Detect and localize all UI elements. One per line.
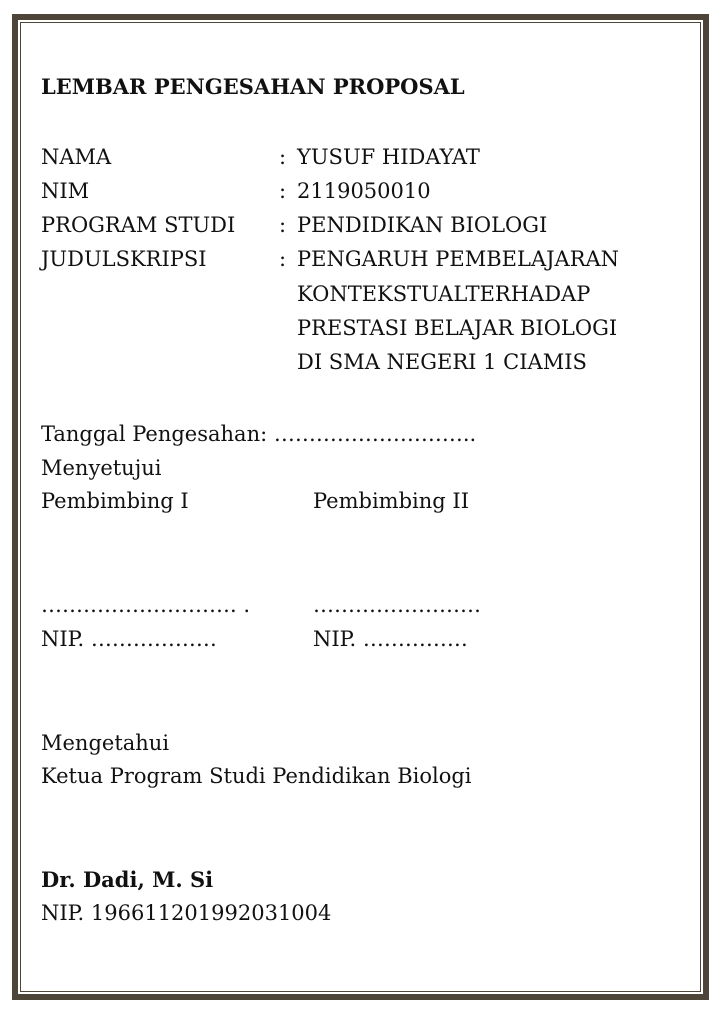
approval-agree-label: Menyetujui [41, 456, 162, 480]
document-title: LEMBAR PENGESAHAN PROPOSAL [41, 74, 465, 99]
advisor-2-nip: NIP. …………… [313, 627, 468, 651]
head-of-program-nip: NIP. 196611201992031004 [41, 901, 332, 925]
field-program-separator: : [279, 213, 287, 237]
field-thesis-title-line-2: KONTEKSTUALTERHADAP [297, 282, 591, 306]
field-program-label: PROGRAM STUDI [41, 213, 236, 237]
approval-date-line: Tanggal Pengesahan: ……………………….. [41, 422, 477, 446]
field-thesis-title-line-4: DI SMA NEGERI 1 CIAMIS [297, 350, 587, 374]
field-name-label: NAMA [41, 145, 112, 169]
field-thesis-title-line-3: PRESTASI BELAJAR BIOLOGI [297, 316, 618, 340]
field-name-separator: : [279, 145, 287, 169]
acknowledge-label: Mengetahui [41, 731, 170, 755]
advisor-1-nip: NIP. ……………… [41, 627, 217, 651]
field-nim-separator: : [279, 179, 287, 203]
field-nim-label: NIM [41, 179, 90, 203]
field-thesis-title-separator: : [279, 247, 287, 271]
advisor-1-title: Pembimbing I [41, 489, 189, 513]
field-thesis-title-label: JUDULSKRIPSI [41, 247, 207, 271]
advisor-2-signature-line: …………………… [313, 593, 481, 617]
field-name-value: YUSUF HIDAYAT [297, 145, 480, 169]
advisor-1-signature-line: ………………………. . [41, 593, 251, 617]
field-nim-value: 2119050010 [297, 179, 431, 203]
head-of-program-name: Dr. Dadi, M. Si [41, 867, 214, 892]
field-program-value: PENDIDIKAN BIOLOGI [297, 213, 548, 237]
field-thesis-title-line-1: PENGARUH PEMBELAJARAN [297, 247, 620, 271]
advisor-2-title: Pembimbing II [313, 489, 469, 513]
acknowledge-role: Ketua Program Studi Pendidikan Biologi [41, 764, 472, 788]
